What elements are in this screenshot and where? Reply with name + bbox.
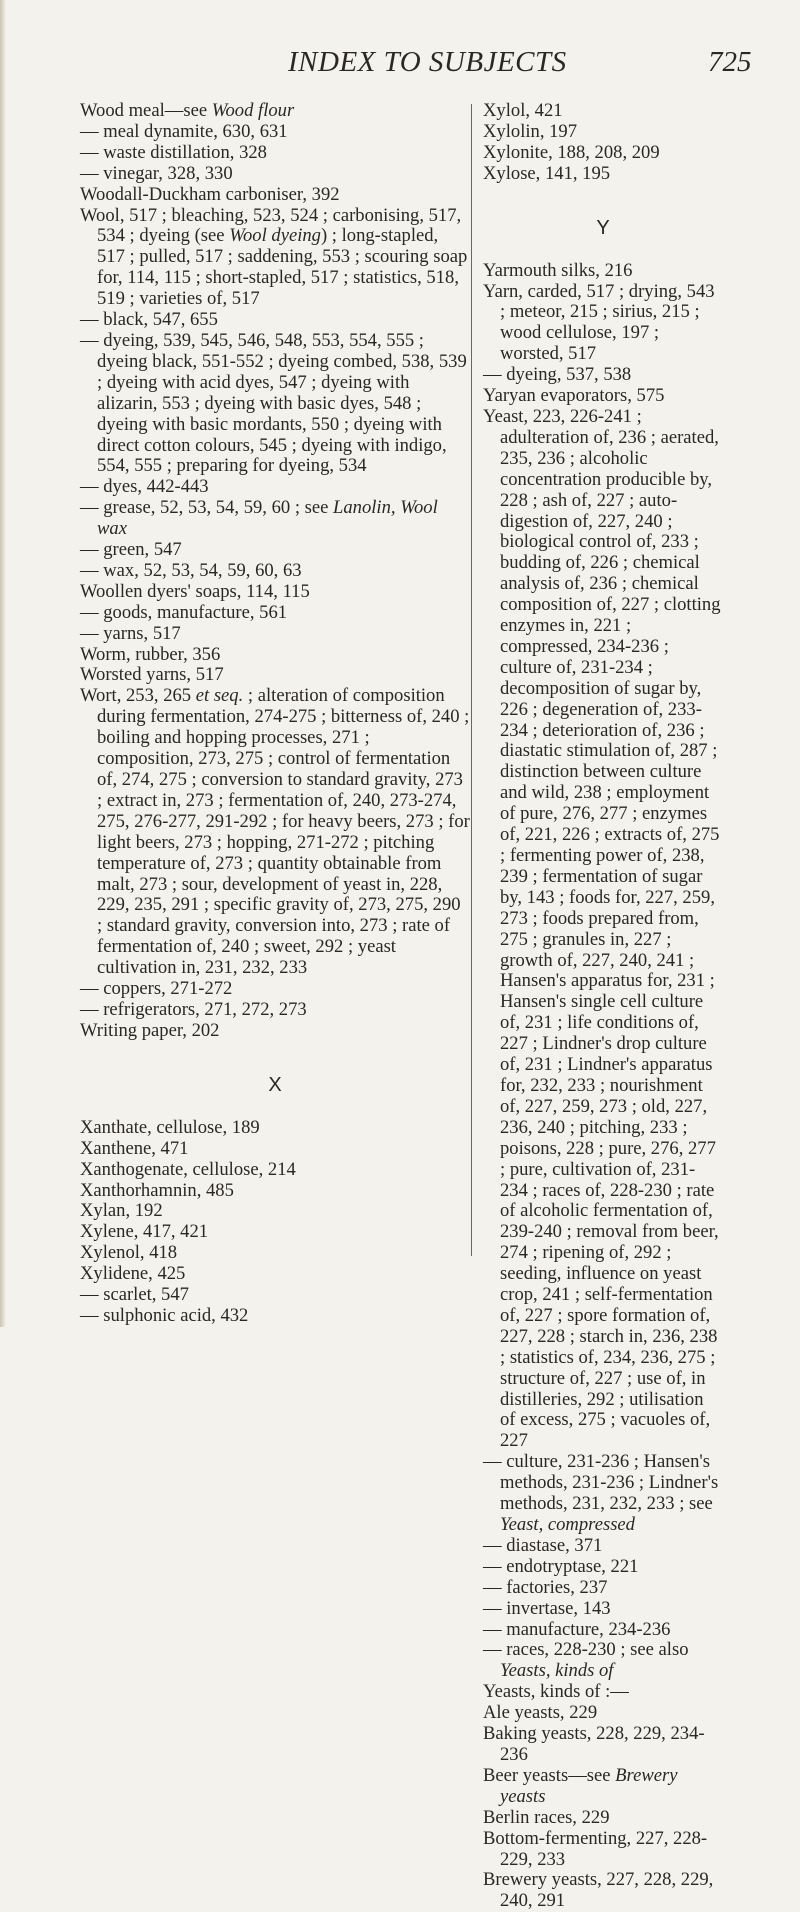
index-entry: Yeasts, kinds of :— <box>483 1681 629 1703</box>
index-entry: Wood meal—see Wood flour <box>80 100 295 121</box>
index-entry: Woollen dyers' soaps, 114, 115 <box>80 580 310 602</box>
index-entry: Yarmouth silks, 216 <box>483 259 633 281</box>
index-entry: — wax, 52, 53, 54, 59, 60, 63 <box>80 559 302 581</box>
index-entry: — waste distillation, 328 <box>80 141 267 163</box>
right-column <box>483 101 723 1912</box>
index-entry: Writing paper, 202 <box>80 1019 220 1041</box>
index-entry: — yarns, 517 <box>80 622 181 644</box>
page-edge-shadow <box>0 0 6 1327</box>
index-entry: Baking yeasts, 228, 229, 234-236 <box>483 1723 705 1765</box>
section-letter-y: Y <box>596 216 610 239</box>
index-entry: — grease, 52, 53, 54, 59, 60 ; see Lanolin, Wool wax <box>80 497 438 540</box>
index-entry: — dyeing, 539, 545, 546, 548, 553, 554, 555 ; dyeing black, 551-552 ; dyeing combed, 538, 539 ; dyeing with acid dyes, 547 ; dyeing with alizarin, 553 ; dyeing with basic dyes, 548 ; dyeing with basic mordants, 550 ; dyeing with direct cotton colours, 545 ; dyeing with indigo, 554, 555 ; preparing for dyeing, 534 <box>80 329 467 477</box>
index-entry: Worm, rubber, 356 <box>80 643 221 665</box>
index-entry: Wool, 517 ; bleaching, 523, 524 ; carbonising, 517, 534 ; dyeing (see Wool dyeing) ; long-stapled, 517 ; pulled, 517 ; saddening, 553 ; scouring soap for, 114, 115 ; short-stapled, 517 ; statistics, 518, 519 ; varieties of, 517 <box>80 204 468 310</box>
entries-y <box>483 261 723 1912</box>
index-entry: Xylose, 141, 195 <box>483 162 611 184</box>
index-entry: Xanthorhamnin, 485 <box>80 1179 234 1201</box>
index-entry: Xylonite, 188, 208, 209 <box>483 141 660 163</box>
index-entry: — dyeing, 537, 538 <box>483 364 632 386</box>
index-entry: — diastase, 371 <box>483 1534 603 1556</box>
left-column <box>80 101 470 1327</box>
index-entry: Beer yeasts—see Brewery yeasts <box>483 1764 678 1807</box>
section-letter-x: X <box>268 1073 282 1096</box>
index-entry: Woodall-Duckham carboniser, 392 <box>80 183 340 205</box>
column-divider <box>471 104 472 1256</box>
index-entry: — vinegar, 328, 330 <box>80 162 233 184</box>
index-entry: Xanthate, cellulose, 189 <box>80 1116 260 1138</box>
page-number: 725 <box>708 46 752 78</box>
page-header <box>0 46 800 86</box>
index-entry: — culture, 231-236 ; Hansen's methods, 231-236 ; Lindner's methods, 231, 232, 233 ; see Yeast, compressed <box>483 1451 719 1535</box>
index-entry: Xylene, 417, 421 <box>80 1221 209 1243</box>
index-entry: Brewery yeasts, 227, 228, 229, 240, 291 <box>483 1869 714 1912</box>
index-entry: — goods, manufacture, 561 <box>80 601 288 623</box>
index-entry: — green, 547 <box>80 539 182 561</box>
entries-w <box>80 101 470 1042</box>
index-entry: — factories, 237 <box>483 1576 608 1598</box>
index-entry: — refrigerators, 271, 272, 273 <box>80 998 307 1020</box>
index-entry: Xylol, 421 <box>483 100 563 121</box>
index-entry: — races, 228-230 ; see also Yeasts, kinds of <box>483 1639 689 1682</box>
index-entry: — sulphonic acid, 432 <box>80 1304 249 1326</box>
index-entry: Yaryan evaporators, 575 <box>483 385 665 407</box>
index-entry: — meal dynamite, 630, 631 <box>80 120 288 142</box>
index-entry: Yeast, 223, 226-241 ; adulteration of, 236 ; aerated, 235, 236 ; alcoholic concentration producible by, 228 ; ash of, 227 ; auto-digestion of, 227, 240 ; biological control of, 233 ; budding of, 226 ; chemical analysis of, 236 ; chemical composition of, 227 ; clotting enzymes in, 221 ; compressed, 234-236 ; culture of, 231-234 ; decomposition of sugar by, 226 ; degeneration of, 233-234 ; deterioration of, 236 ; diastatic stimulation of, 287 ; distinction between culture and wild, 238 ; employment of pure, 276, 277 ; enzymes of, 221, 226 ; extracts of, 275 ; fermenting power of, 238, 239 ; fermentation of sugar by, 143 ; foods for, 227, 259, 273 ; foods prepared from, 275 ; granules in, 227 ; growth of, 227, 240, 241 ; Hansen's apparatus for, 231 ; Hansen's single cell culture of, 231 ; life conditions of, 227 ; Lindner's drop culture of, 231 ; Lindner's apparatus for, 232, 233 ; nourishment of, 227, 259, 273 ; old, 227, 236, 240 ; pitching, 233 ; poisons, 228 ; pure, 276, 277 ; pure, cultivation of, 231-234 ; races of, 228-230 ; rate of alcoholic fermentation of, 239-240 ; removal from beer, 274 ; ripening of, 292 ; seeding, influence on yeast crop, 241 ; self-fermentation of, 227 ; spore formation of, 227, 228 ; starch in, 236, 238 ; statistics of, 234, 236, 275 ; structure of, 227 ; use of, in distilleries, 292 ; utilisation of excess, 275 ; vacuoles of, 227 <box>483 405 721 1452</box>
index-entry: — invertase, 143 <box>483 1597 611 1619</box>
index-entry: — coppers, 271-272 <box>80 978 233 1000</box>
index-entry: Xylan, 192 <box>80 1200 163 1222</box>
index-entry: Xanthogenate, cellulose, 214 <box>80 1158 296 1180</box>
index-entry: — manufacture, 234-236 <box>483 1618 671 1640</box>
entries-x <box>80 1118 470 1327</box>
entries-x-continued <box>483 101 723 185</box>
index-entry: Yarn, carded, 517 ; drying, 543 ; meteor, 215 ; sirius, 215 ; wood cellulose, 197 ; worsted, 517 <box>483 280 715 365</box>
index-entry: Xylolin, 197 <box>483 120 578 142</box>
index-entry: Xanthene, 471 <box>80 1137 189 1159</box>
index-entry: — black, 547, 655 <box>80 309 218 331</box>
running-head: INDEX TO SUBJECTS <box>288 46 567 78</box>
index-entry: Wort, 253, 265 et seq. ; alteration of composition during fermentation, 274-275 ; bitterness of, 240 ; boiling and hopping processes, 271 ; composition, 273, 275 ; control of fermentation of, 274, 275 ; conversion to standard gravity, 273 ; extract in, 273 ; fermentation of, 240, 273-274, 275, 276-277, 291-292 ; for heavy beers, 273 ; for light beers, 273 ; hopping, 271-272 ; pitching temperature of, 273 ; quantity obtainable from malt, 273 ; sour, development of yeast in, 228, 229, 235, 291 ; specific gravity of, 273, 275, 290 ; standard gravity, conversion into, 273 ; rate of fermentation of, 240 ; sweet, 292 ; yeast cultivation in, 231, 232, 233 <box>80 685 470 979</box>
index-entry: Xylenol, 418 <box>80 1242 178 1264</box>
index-entry: Worsted yarns, 517 <box>80 664 224 686</box>
index-entry: — endotryptase, 221 <box>483 1555 639 1577</box>
index-entry: Berlin races, 229 <box>483 1806 610 1828</box>
index-entry: — dyes, 442-443 <box>80 476 209 498</box>
index-entry: — scarlet, 547 <box>80 1284 189 1306</box>
index-entry: Xylidene, 425 <box>80 1263 186 1285</box>
index-entry: Ale yeasts, 229 <box>483 1702 598 1724</box>
index-entry: Bottom-fermenting, 227, 228-229, 233 <box>483 1827 708 1870</box>
